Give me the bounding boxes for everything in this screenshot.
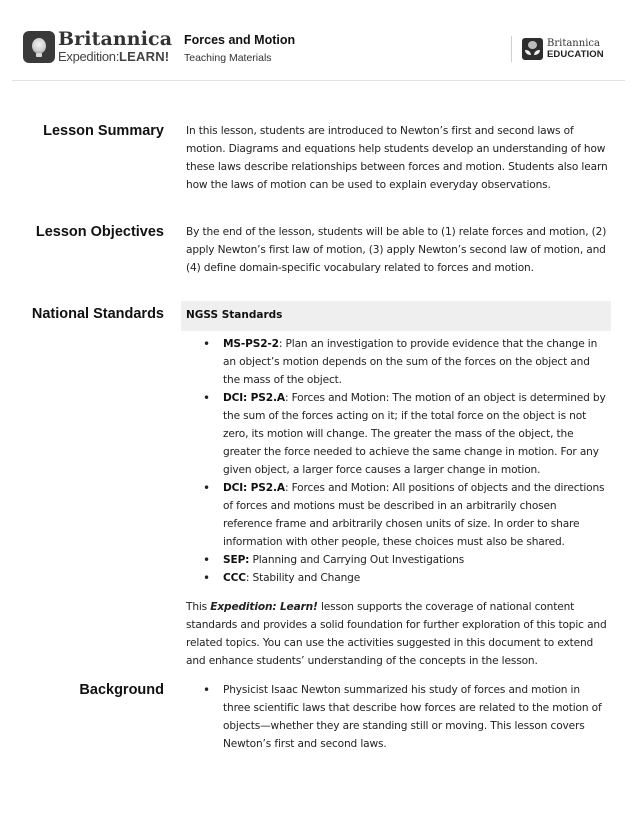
lesson-objectives-text: By the end of the lesson, students will be able to (1) relate forces and motion, (2) apply Newton’s first law of motion, (3) apply Newton’s second law of motion, and (4) define domain-specific vocabulary related to forces and motion. bbox=[186, 226, 607, 274]
lesson-summary-heading: Lesson Summary bbox=[43, 123, 164, 139]
britannica-expedition-learn-logo bbox=[23, 30, 172, 63]
edu-brand-text: Britannica bbox=[547, 37, 600, 49]
lightbulb-icon bbox=[23, 31, 55, 63]
header-divider-line bbox=[12, 80, 625, 81]
edu-sub-text: EDUCATION bbox=[547, 48, 604, 60]
logo-sub-text: Expedition:LEARN! bbox=[58, 49, 170, 64]
document-subtitle: Teaching Materials bbox=[184, 52, 272, 64]
list-item: • DCI: PS2.A: Forces and Motion: All positions of objects and the directions of forces and motions must be described in an arbitrarily chosen reference frame and arbitrarily chosen units of size. In order to share information with other people, these choices must also be shared. bbox=[186, 479, 608, 551]
list-item: • SEP: Planning and Carrying Out Investigations bbox=[186, 551, 608, 569]
ngss-standards-title: NGSS Standards bbox=[186, 309, 283, 321]
list-item: • CCC: Stability and Change bbox=[186, 569, 608, 587]
header-divider bbox=[511, 36, 512, 62]
thistle-icon bbox=[522, 38, 543, 60]
lesson-summary-text: In this lesson, students are introduced to Newton’s first and second laws of motion. Diagrams and equations help students develop an understanding of how these laws describe relationships between forces and motion. Students also learn how the laws of motion can be used to explain everyday observations. bbox=[186, 125, 608, 191]
standards-list bbox=[186, 335, 608, 587]
national-standards-heading: National Standards bbox=[31, 306, 164, 322]
britannica-education-logo bbox=[511, 36, 604, 62]
document-title: Forces and Motion bbox=[184, 33, 296, 47]
document-title-block bbox=[184, 33, 295, 64]
standards-note: This Expedition: Learn! lesson supports the coverage of national content standards and provides a solid foundation for further exploration of this topic and related topics. You can use the activities suggested in this document to extend and enhance students’ understanding of the concepts in the lesson. bbox=[186, 601, 607, 667]
background-list bbox=[186, 681, 608, 753]
list-item: • DCI: PS2.A: Forces and Motion: The motion of an object is determined by the sum of the forces acting on it; if the total force on the object is not zero, its motion will change. The greater the mass of the object, the greater the force needed to achieve the same change in motion. For any given object, a larger force causes a larger change in motion. bbox=[186, 389, 608, 479]
background-heading: Background bbox=[79, 682, 164, 698]
logo-brand-text: Britannica bbox=[58, 28, 173, 50]
ngss-standards-bar bbox=[181, 301, 611, 331]
page-header bbox=[0, 0, 637, 82]
list-item: • Physicist Isaac Newton summarized his study of forces and motion in three scientific laws that describe how forces are related to the motion of objects—whether they are standing still or moving. This lesson covers Newton’s first and second laws. bbox=[186, 681, 608, 753]
lesson-objectives-heading: Lesson Objectives bbox=[35, 224, 164, 240]
list-item: • MS-PS2-2: Plan an investigation to provide evidence that the change in an object’s motion depends on the sum of the forces on the object and the mass of the object. bbox=[186, 335, 608, 389]
